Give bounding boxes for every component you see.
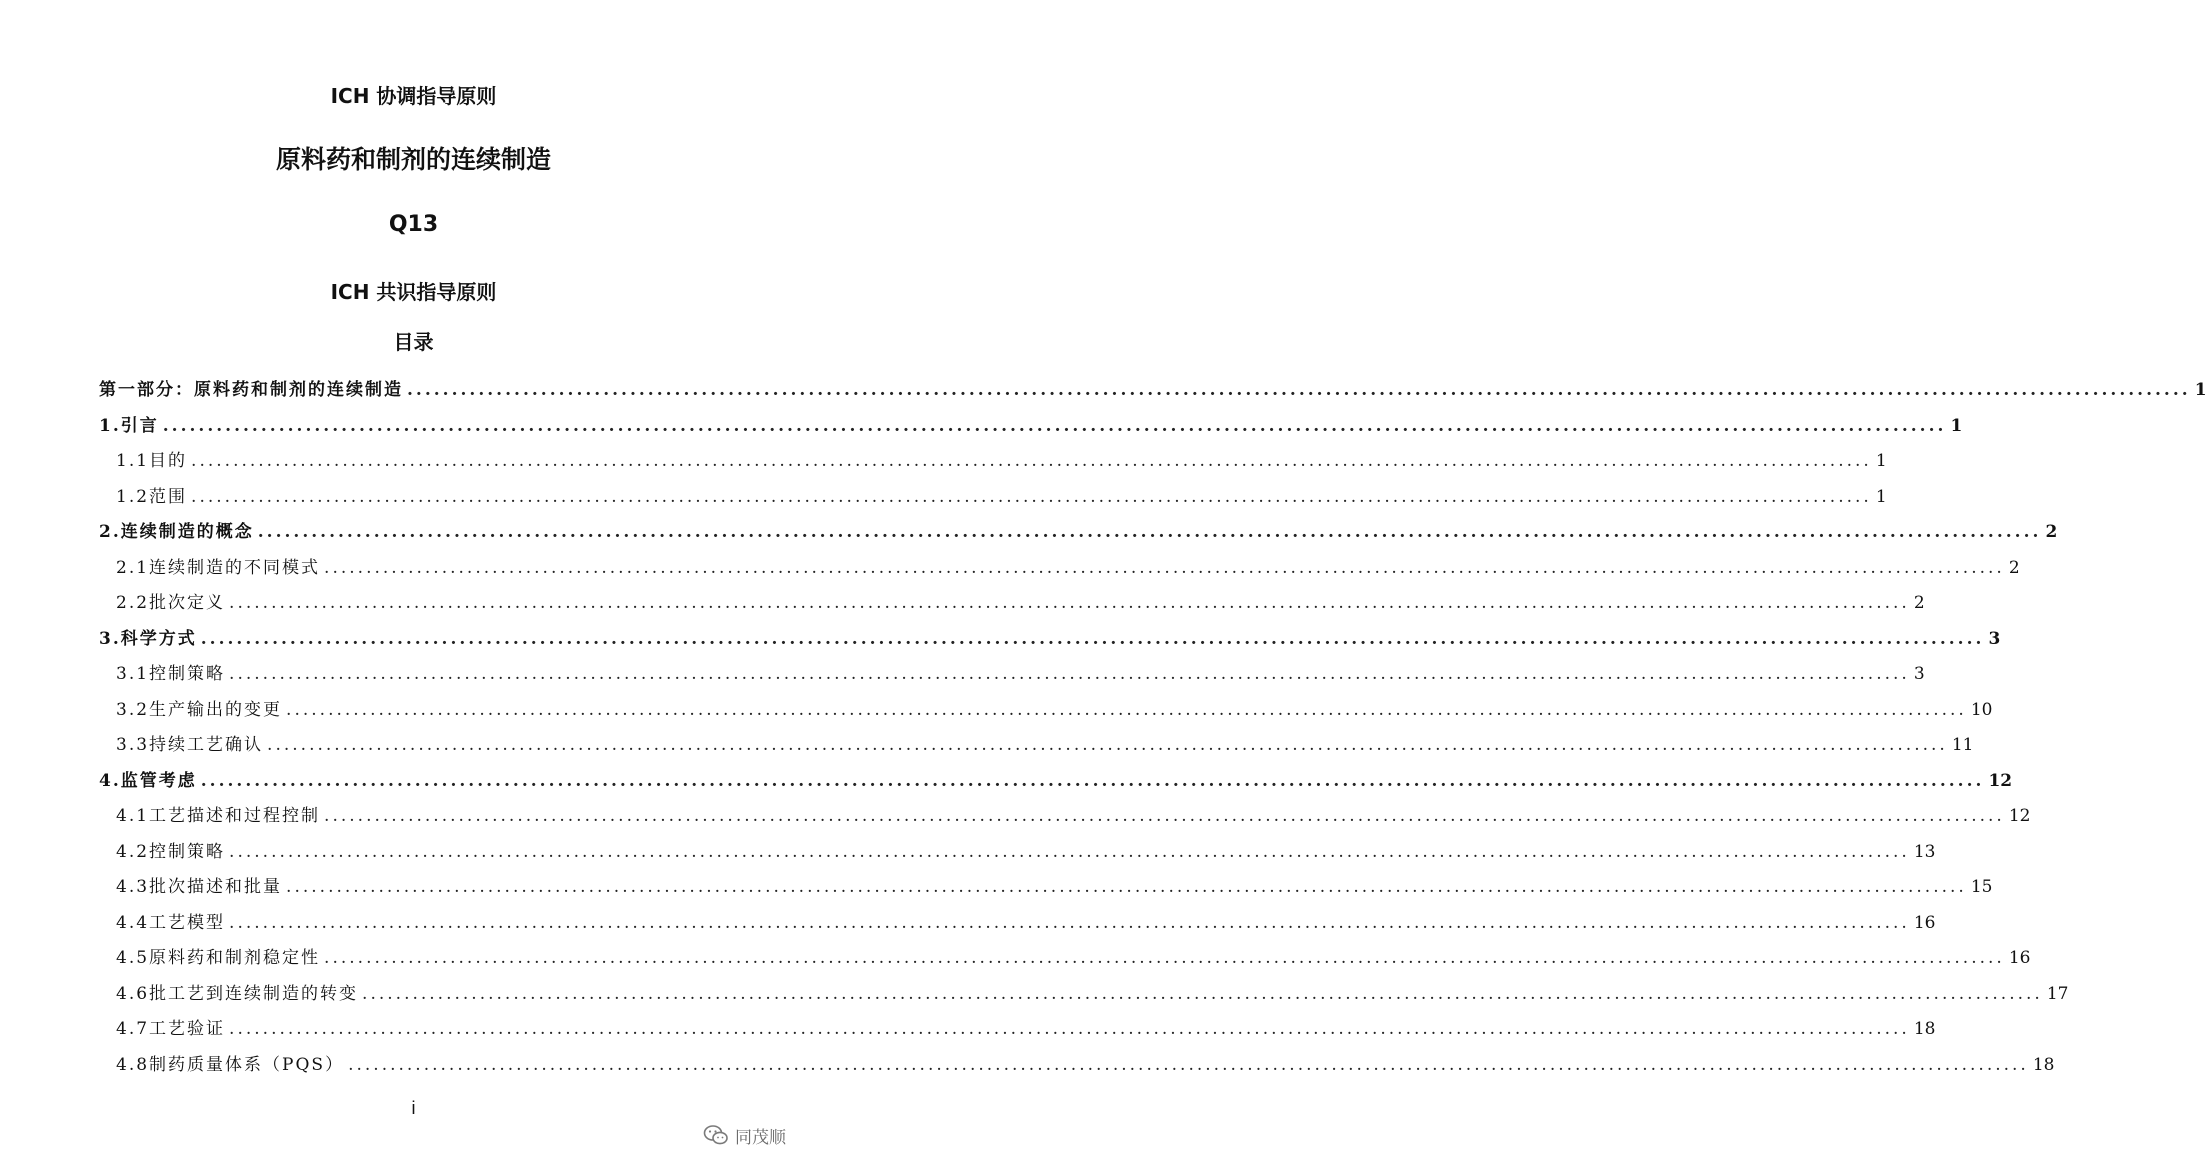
- toc-entry-page: 10: [1970, 699, 1993, 720]
- toc-entry[interactable]: [116, 910, 1936, 936]
- toc-entry-page: 1: [1875, 451, 1887, 471]
- toc-entry[interactable]: [116, 874, 1993, 900]
- toc-entry[interactable]: [99, 413, 1963, 439]
- toc-entry-label: 引言: [120, 415, 159, 436]
- toc-entry-page: 16: [1913, 912, 1936, 933]
- toc-entry-number: 3.1: [116, 664, 150, 684]
- toc-entry-label: 目的: [149, 451, 188, 471]
- toc-leader-dots: ........................................................................................................................................................................................................: [324, 948, 2005, 968]
- toc-entry-number: 2.: [99, 522, 121, 542]
- toc-entry-page: 1: [1875, 486, 1887, 507]
- toc-entry-page: 16: [2008, 948, 2031, 968]
- toc-entry-label: 控制策略: [149, 664, 226, 684]
- toc-leader-dots: ........................................................................................................................................................................................................: [229, 912, 1910, 933]
- toc-leader-dots: ........................................................................................................................................................................................................: [229, 593, 1910, 613]
- toc-entry-number: 4.4: [116, 912, 150, 933]
- toc-entry-label: 第一部分：原料药和制剂的连续制造: [99, 380, 403, 400]
- toc-entry-number: 3.: [99, 628, 121, 649]
- toc-entry-number: 4.7: [116, 1019, 150, 1039]
- toc-entry-number: 4.1: [116, 806, 150, 826]
- toc-entry[interactable]: [116, 555, 2020, 581]
- toc-entry-page: 3: [1913, 664, 1925, 684]
- toc-entry-page: 2: [2045, 522, 2058, 542]
- toc-entry[interactable]: [99, 768, 2013, 794]
- toc-entry-number: 2.1: [116, 557, 150, 578]
- watermark-text: 同茂顺: [735, 1127, 786, 1148]
- wechat-icon: [703, 1124, 729, 1146]
- toc-heading: 目录: [393, 330, 434, 354]
- toc-entry[interactable]: [116, 590, 1925, 616]
- toc-leader-dots: ........................................................................................................................................................................................................: [200, 628, 1985, 649]
- toc-leader-dots: ........................................................................................................................................................................................................: [267, 735, 1948, 755]
- guideline-category: ICH 协调指导原则: [330, 84, 497, 108]
- toc-entry-number: 4.: [99, 770, 121, 791]
- toc-entry[interactable]: [99, 519, 2058, 545]
- toc-leader-dots: ........................................................................................................................................................................................................: [191, 451, 1872, 471]
- toc-entry-page: 18: [1913, 1019, 1936, 1039]
- toc-leader-dots: ........................................................................................................................................................................................................: [191, 486, 1872, 507]
- toc-entry-number: 4.8: [116, 1054, 150, 1075]
- toc-entry-number: 1.1: [116, 451, 150, 471]
- toc-leader-dots: ........................................................................................................................................................................................................: [162, 415, 1947, 436]
- toc-entry-label: 生产输出的变更: [149, 699, 283, 720]
- toc-entry[interactable]: [116, 732, 1974, 758]
- toc-entry-label: 连续制造的不同模式: [149, 557, 321, 578]
- toc-entry[interactable]: [116, 945, 2031, 971]
- toc-entry-label: 连续制造的概念: [120, 522, 254, 542]
- guideline-status: ICH 共识指导原则: [330, 280, 497, 304]
- toc-leader-dots: ........................................................................................................................................................................................................: [362, 983, 2043, 1004]
- toc-entry-label: 科学方式: [120, 628, 197, 649]
- toc-leader-dots: ........................................................................................................................................................................................................: [324, 557, 2005, 578]
- toc-entry-page: 12: [1988, 770, 2013, 791]
- toc-leader-dots: ........................................................................................................................................................................................................: [229, 664, 1910, 684]
- toc-entry[interactable]: [116, 1016, 1936, 1042]
- toc-entry-label: 批次定义: [149, 593, 226, 613]
- toc-entry-label: 工艺模型: [149, 912, 226, 933]
- toc-entry-page: 2: [1913, 593, 1925, 613]
- document-title: 原料药和制剂的连续制造: [275, 145, 551, 174]
- toc-entry-number: 4.3: [116, 877, 150, 897]
- toc-leader-dots: ........................................................................................................................................................................................................: [407, 380, 2191, 400]
- toc-entry-label: 原料药和制剂稳定性: [149, 948, 321, 968]
- toc-entry-page: 1: [1950, 415, 1963, 436]
- toc-entry-page: 15: [1970, 877, 1993, 897]
- toc-entry[interactable]: [116, 803, 2031, 829]
- toc-entry-page: 13: [1913, 841, 1936, 862]
- toc-entry-label: 持续工艺确认: [149, 735, 264, 755]
- toc-leader-dots: ........................................................................................................................................................................................................: [257, 522, 2042, 542]
- toc-leader-dots: ........................................................................................................................................................................................................: [286, 699, 1967, 720]
- toc-leader-dots: ........................................................................................................................................................................................................: [348, 1054, 2029, 1075]
- toc-entry-page: 1: [2194, 380, 2207, 400]
- toc-leader-dots: ........................................................................................................................................................................................................: [200, 770, 1985, 791]
- toc-entry-number: 1.: [99, 415, 121, 436]
- toc-entry-number: 4.2: [116, 841, 150, 862]
- toc-entry-page: 3: [1988, 628, 2001, 649]
- toc-entry-label: 制药质量体系（PQS）: [149, 1054, 345, 1075]
- toc-entry-label: 工艺描述和过程控制: [149, 806, 321, 826]
- toc-entry-number: 3.2: [116, 699, 150, 720]
- toc-entry-page: 12: [2008, 806, 2031, 826]
- toc-entry-number: 4.6: [116, 983, 150, 1004]
- toc-entry-label: 工艺验证: [149, 1019, 226, 1039]
- toc-entry[interactable]: [116, 484, 1887, 510]
- toc-entry[interactable]: [116, 661, 1925, 687]
- toc-entry-page: 2: [2008, 557, 2020, 578]
- toc-entry-label: 批工艺到连续制造的转变: [149, 983, 359, 1004]
- toc-entry-number: 4.5: [116, 948, 150, 968]
- toc-entry[interactable]: [99, 626, 2001, 652]
- watermark: [703, 1122, 813, 1148]
- toc-entry[interactable]: [116, 448, 1887, 474]
- toc-entry-label: 控制策略: [149, 841, 226, 862]
- toc-entry-label: 监管考虑: [120, 770, 197, 791]
- toc-entry-number: 3.3: [116, 735, 150, 755]
- toc-entry-label: 批次描述和批量: [149, 877, 283, 897]
- toc-leader-dots: ........................................................................................................................................................................................................: [229, 841, 1910, 862]
- toc-leader-dots: ........................................................................................................................................................................................................: [286, 877, 1967, 897]
- toc-entry[interactable]: [116, 1052, 2055, 1078]
- toc-entry-page: 11: [1951, 735, 1974, 755]
- toc-entry-number: 2.2: [116, 593, 150, 613]
- toc-entry[interactable]: [116, 839, 1936, 865]
- toc-entry-label: 范围: [149, 486, 188, 507]
- toc-leader-dots: ........................................................................................................................................................................................................: [229, 1019, 1910, 1039]
- document-code: Q13: [388, 212, 439, 237]
- toc-entry[interactable]: [116, 981, 2069, 1007]
- toc-leader-dots: ........................................................................................................................................................................................................: [324, 806, 2005, 826]
- page-number: i: [411, 1098, 416, 1118]
- toc-entry[interactable]: [116, 697, 1993, 723]
- toc-entry[interactable]: [99, 377, 2207, 403]
- toc-entry-number: 1.2: [116, 486, 150, 507]
- toc-entry-page: 17: [2046, 983, 2069, 1004]
- toc-entry-page: 18: [2032, 1054, 2055, 1075]
